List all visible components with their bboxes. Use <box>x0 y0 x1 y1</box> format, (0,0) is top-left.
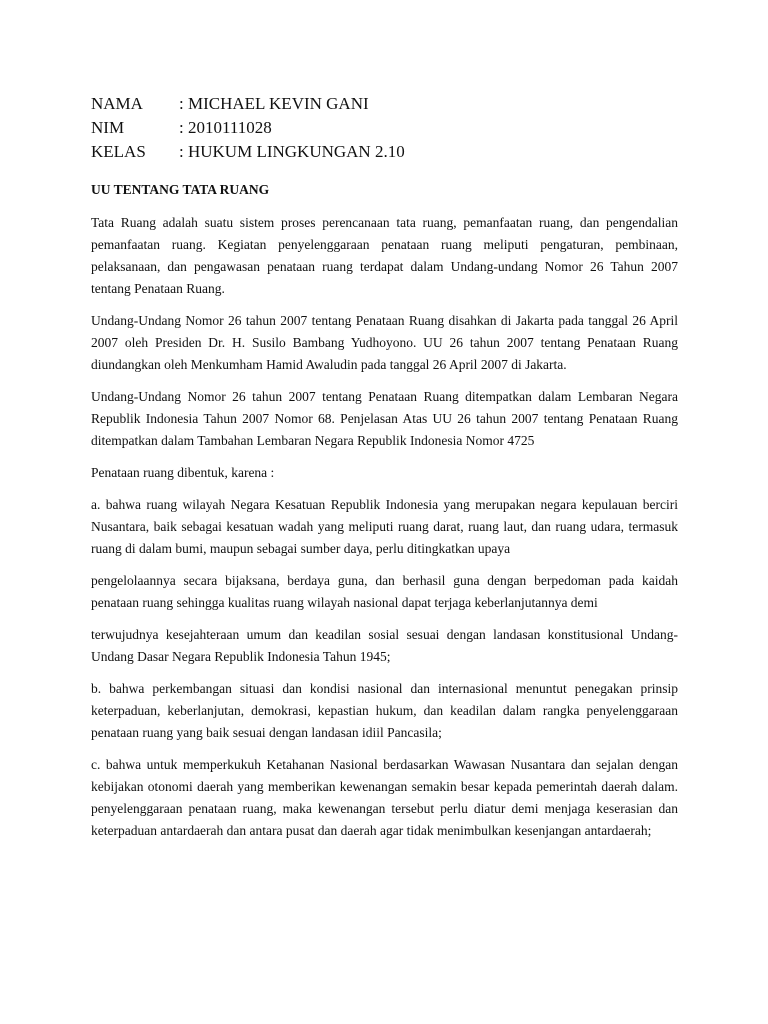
identity-label: NIM <box>91 118 125 137</box>
paragraph: b. bahwa perkembangan situasi dan kondisi nasional dan internasional menuntut penegakan prinsip keterpaduan, keberlanjutan, demokrasi, kepastian hukum, dan keadilan dalam rangka penyelenggaraan penataan ruang yang baik sesuai dengan landasan idiil Pancasila; <box>91 681 678 740</box>
paragraph: Undang-Undang Nomor 26 tahun 2007 tentang Penataan Ruang disahkan di Jakarta pada tanggal 26 April 2007 oleh Presiden Dr. H. Susilo Bambang Yudhoyono. UU 26 tahun 2007 tentang Penataan Ruang diundangkan oleh Menkumham Hamid Awaludin pada tanggal 26 April 2007 di Jakarta. <box>91 313 678 372</box>
document-page <box>91 92 678 852</box>
paragraph: terwujudnya kesejahteraan umum dan keadilan sosial sesuai dengan landasan konstitusional Undang- Undang Dasar Negara Republik Indonesia Tahun 1945; <box>91 627 678 664</box>
identity-label: NAMA <box>91 94 143 113</box>
identity-row-kelas <box>91 140 405 164</box>
identity-label: KELAS <box>91 142 146 161</box>
identity-value: : MICHAEL KEVIN GANI <box>179 94 369 113</box>
paragraph: Tata Ruang adalah suatu sistem proses perencanaan tata ruang, pemanfaatan ruang, dan pengendalian pemanfaatan ruang. Kegiatan penyelenggaraan penataan ruang meliputi pengaturan, pembinaan, pelaksanaan, dan pengawasan penataan ruang terdapat dalam Undang-undang Nomor 26 Tahun 2007 tentang Penataan Ruang. <box>91 215 678 296</box>
paragraph: Penataan ruang dibentuk, karena : <box>91 465 275 480</box>
identity-value: : 2010111028 <box>179 118 272 137</box>
identity-row-nim <box>91 116 405 140</box>
identity-row-name <box>91 92 405 116</box>
paragraph: a. bahwa ruang wilayah Negara Kesatuan Republik Indonesia yang merupakan negara kepulauan berciri Nusantara, baik sebagai kesatuan wadah yang meliputi ruang darat, ruang laut, dan ruang udara, termasuk ruang di dalam bumi, maupun sebagai sumber daya, perlu ditingkatkan upaya <box>91 497 678 556</box>
identity-value: : HUKUM LINGKUNGAN 2.10 <box>179 142 405 161</box>
paragraph: c. bahwa untuk memperkukuh Ketahanan Nasional berdasarkan Wawasan Nusantara dan sejalan dengan kebijakan otonomi daerah yang memberikan kewenangan semakin besar kepada pemerintah daerah dalam. penyelenggaraan penataan ruang, maka kewenangan tersebut perlu diatur demi menjaga keserasian dan keterpaduan antardaerah dan antara pusat dan daerah agar tidak menimbulkan kesenjangan antardaerah; <box>91 757 678 838</box>
identity-block <box>91 92 405 164</box>
paragraph: pengelolaannya secara bijaksana, berdaya guna, dan berhasil guna dengan berpedoman pada kaidah penataan ruang sehingga kualitas ruang wilayah nasional dapat terjaga keberlanjutannya demi <box>91 573 678 610</box>
paragraph: Undang-Undang Nomor 26 tahun 2007 tentang Penataan Ruang ditempatkan dalam Lembaran Negara Republik Indonesia Tahun 2007 Nomor 68. Penjelasan Atas UU 26 tahun 2007 tentang Penataan Ruang ditempatkan dalam Tambahan Lembaran Negara Republik Indonesia Nomor 4725 <box>91 389 678 448</box>
section-heading: UU TENTANG TATA RUANG <box>91 182 270 197</box>
